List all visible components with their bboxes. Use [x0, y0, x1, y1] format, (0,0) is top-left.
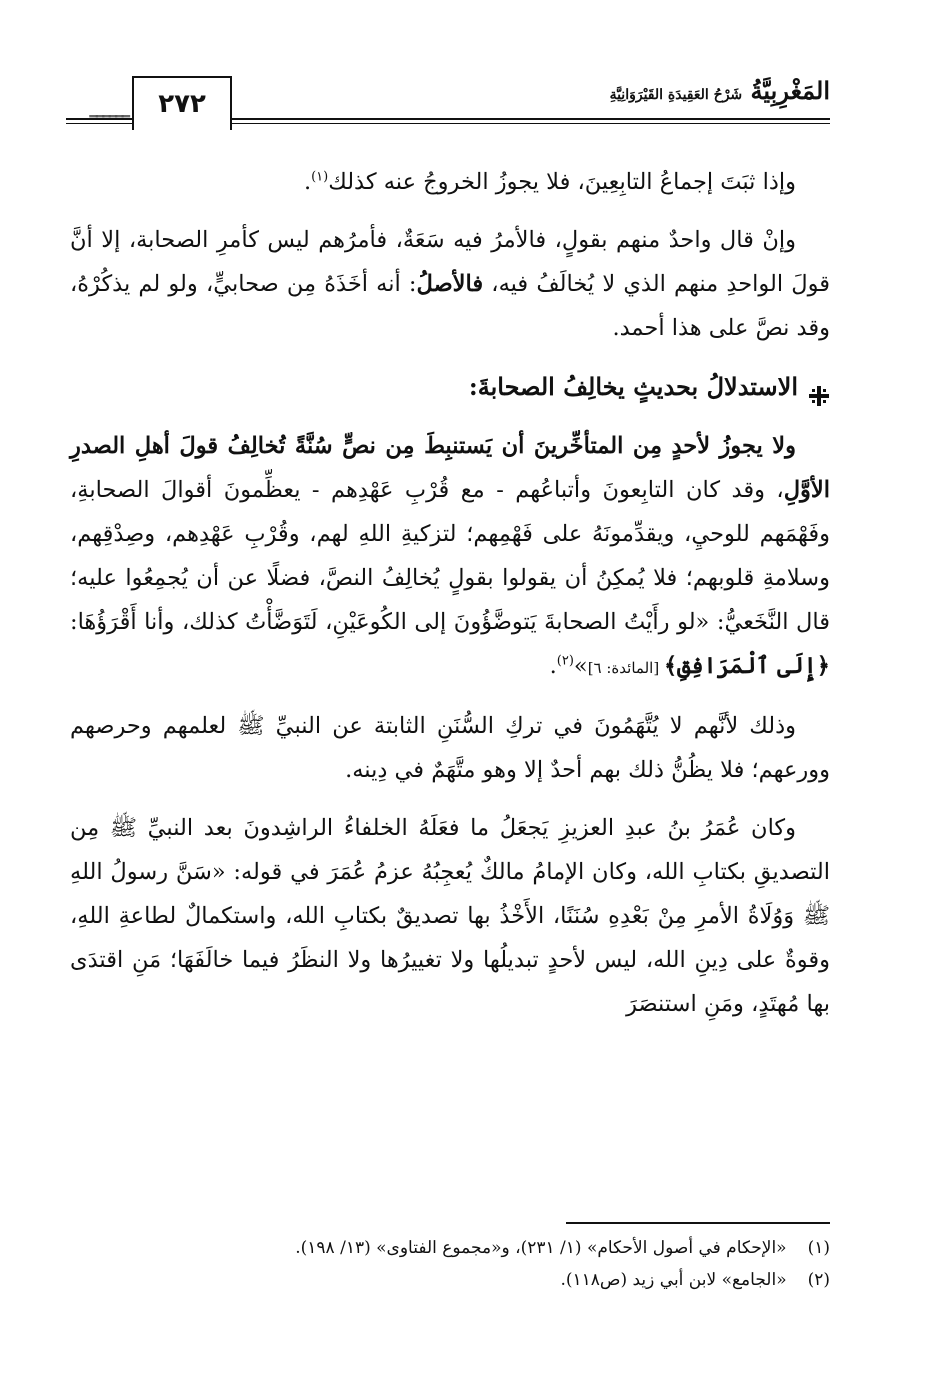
- paragraph-text: ، وقد كان التابِعونَ وأتباعُهم - مع قُرْبِ عَهْدِهم - يعظِّمونَ أقوالَ الصحابةِ، وفَهْمَهم للوحيِ، ويقدِّمونَهُ على فَهْمِهم؛ لتزكيةِ اللهِ لهم، وقُرْبِ عَهْدِهم، وصِدْقِهم، وسلامةِ قلوبهم؛ فلا يُمكِنُ أن يقولوا بقولٍ يُخالِفُ النصَّ، فضلًا عن أن يُجمِعُوا عليه؛ قال النَّخَعيُّ: «لو رأَيْتُ الصحابةَ يَتوضَّؤُونَ إلى الكُوعَيْنِ، لَتَوَضَّأْتُ كذلك، وأنا أَقْرَؤُهَا:: [70, 477, 830, 635]
- paragraph-punct: .: [549, 653, 557, 679]
- header-ornament: ══════: [89, 110, 128, 126]
- paragraph: وكان عُمَرُ بنُ عبدِ العزيزِ يَجعَلُ ما فعَلَهُ الخلفاءُ الراشِدونَ بعد النبيِّ ﷺ مِن التصديقِ بكتابِ الله، وكان الإمامُ مالكٌ يُعجِبُهُ عزمُ عُمَرَ في قوله: «سَنَّ رسولُ اللهِ ﷺ وَوُلَاةُ الأمرِ مِنْ بَعْدِهِ سُنَنًا، الأَخْذُ بها تصديقٌ بكتابِ الله، واستكمالٌ لطاعةِ اللهِ، وقوةٌ على دِينِ الله، ليس لأحدٍ تبديلُها ولا تغييرُها ولا النظَرُ فيما خالَفَهَا؛ مَنِ اقتدَى بها مُهتَدٍ، ومَنِ استنصَرَ: [70, 815, 830, 1017]
- sura-reference: [المائدة: ٦]: [587, 659, 664, 677]
- paragraph-punct: .: [303, 169, 312, 195]
- footnote-text: «الإحكام في أصول الأحكام» (١/ ٢٣١)، و«مجموع الفتاوى» (١٣/ ١٩٨).: [295, 1238, 787, 1258]
- footnote-ref: (٢): [556, 653, 574, 669]
- bold-statement: ولا يجوزُ لأحدٍ مِن المتأخِّرينَ أن يَستنبِطَ مِن نصٍّ سُنَّةً تُخالِفُ قولَ أهلِ الصدرِ الأوَّلِ: [70, 433, 830, 503]
- footnote-separator: [566, 1222, 830, 1224]
- quran-verse: ﴿إِلَى ٱلْمَرَافِقِ﴾: [663, 653, 830, 679]
- footnote-ref: (١): [311, 169, 329, 185]
- paragraph: [70, 424, 830, 690]
- book-title-main: المَغْرِبِيَّةُ: [750, 76, 830, 105]
- footnote-text: «الجامع» لابن أبي زيد (ص١١٨).: [560, 1270, 787, 1290]
- paragraph-text: وإنْ قال واحدٌ منهم بقولٍ، فالأمرُ فيه سَعَةٌ، فأمرُهم ليس كأمرِ الصحابة، إلا أنَّ قولَ الواحدِ منهم الذي لا يُخالَفُ فيه،: [70, 227, 830, 297]
- quote-close: »: [573, 653, 588, 679]
- page-body: [70, 160, 830, 1040]
- footnote: [100, 1264, 830, 1296]
- book-subtitle: شَرْحُ العَقِيدَةِ القَيْرَوَانِيَّةِ: [609, 87, 743, 103]
- footnote-number: (١): [807, 1238, 830, 1258]
- page-header: [66, 66, 830, 128]
- paragraph-text: وإذا ثبَتَ إجماعُ التابِعِينَ، فلا يجوزُ الخروجُ عنه كذلك: [328, 169, 796, 195]
- page-number: ٢٧٢: [132, 76, 232, 130]
- paragraph: وذلك لأنَّهم لا يُتَّهَمُونَ في تركِ السُّنَنِ الثابتة عن النبيِّ ﷺ لعلمهم وحرصهم وورعهم؛ فلا يظُنُّ ذلك بهم أحدٌ إلا وهو متَّهَمٌ في دِينه.: [70, 713, 830, 783]
- footnotes: [100, 1232, 830, 1296]
- section-heading-text: الاستدلالُ بحديثٍ يخالِفُ الصحابةَ:: [468, 372, 798, 401]
- book-title: [610, 76, 830, 105]
- section-heading: [70, 364, 830, 410]
- footnote-number: (٢): [807, 1270, 830, 1290]
- bold-term: فالأصلُ: [416, 271, 484, 297]
- paragraph: [70, 160, 830, 204]
- footnote: [100, 1232, 830, 1264]
- section-ornament-icon: [808, 376, 830, 398]
- paragraph: [70, 218, 830, 350]
- paragraph-text: : أنه أخَذَهُ مِن صحابيٍّ، ولو لم يذكُرْهُ، وقد نصَّ على هذا أحمد.: [70, 271, 830, 341]
